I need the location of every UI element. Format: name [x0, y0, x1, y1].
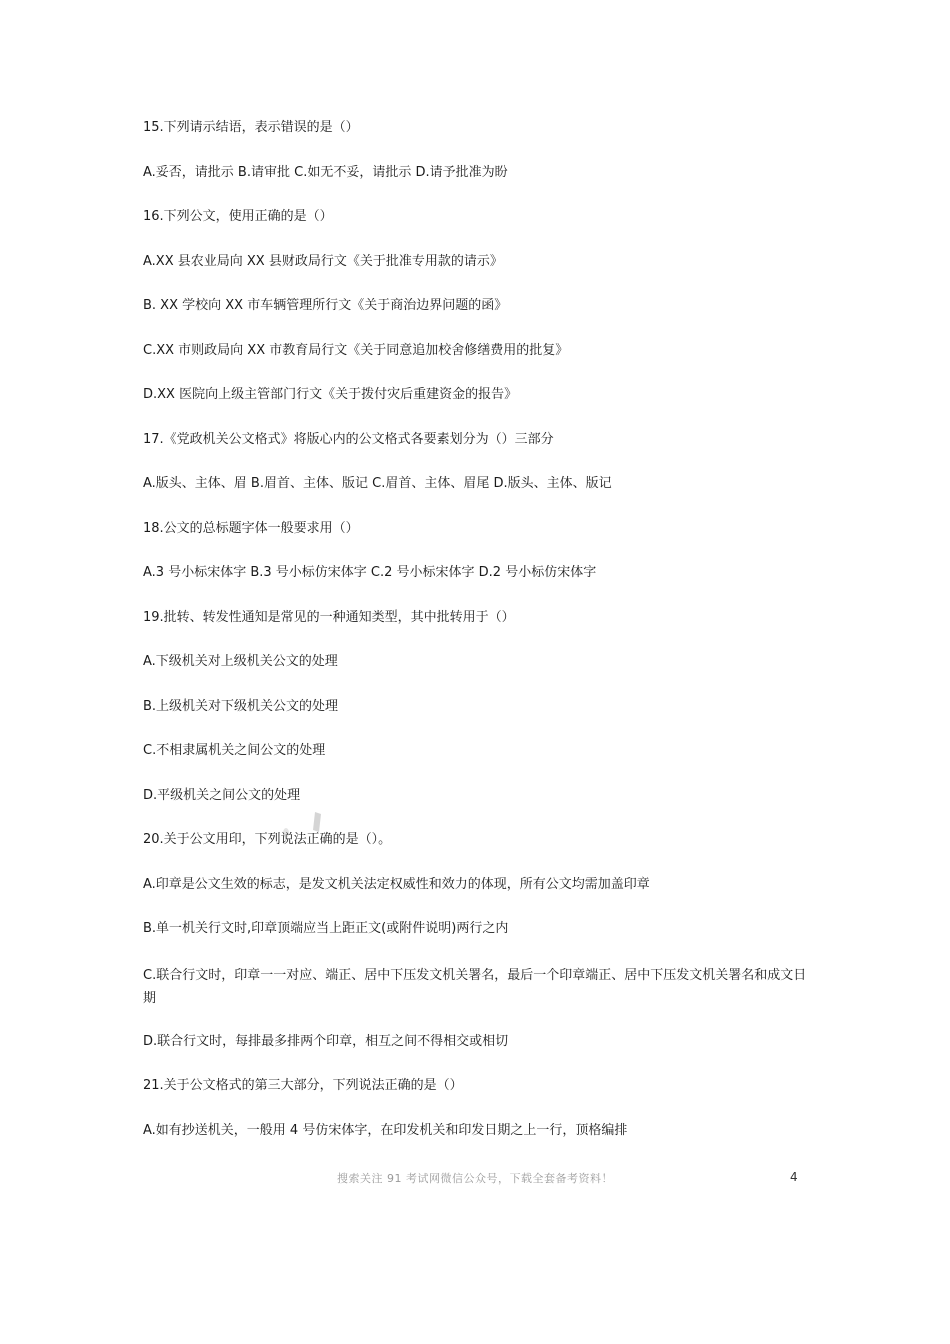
question-20-option-d: D.联合行文时，每排最多排两个印章，相互之间不得相交或相切 [143, 1033, 509, 1049]
question-16-option-d: D.XX 医院向上级主管部门行文《关于拨付灾后重建资金的报告》 [143, 387, 518, 402]
question-19-option-c: C.不相隶属机关之间公文的处理 [143, 743, 326, 758]
question-18: 18.公文的总标题字体一般要求用（） [143, 520, 359, 536]
question-18-options: A.3 号小标宋体字 B.3 号小标仿宋体字 C.2 号小标宋体字 D.2 号小标仿宋体字 [143, 565, 597, 580]
scan-smudge-icon [283, 828, 289, 838]
question-20-option-b: B.单一机关行文时,印章顶端应当上距正文(或附件说明)两行之内 [143, 921, 509, 936]
question-15-options: A.妥否，请批示 B.请审批 C.如无不妥，请批示 D.请予批准为盼 [143, 164, 508, 180]
question-17-options: A.版头、主体、眉 B.眉首、主体、版记 C.眉首、主体、眉尾 D.版头、主体、版记 [143, 476, 612, 491]
question-20: 20.关于公文用印，下列说法正确的是（）。 [143, 832, 392, 847]
question-15: 15.下列请示结语，表示错误的是（） [143, 120, 359, 135]
question-16-option-c: C.XX 市则政局向 XX 市教育局行文《关于同意追加校舍修缮费用的批复》 [143, 342, 569, 358]
question-21-option-a: A.如有抄送机关，一般用 4 号仿宋体字，在印发机关和印发日期之上一行，顶格编排 [143, 1122, 628, 1138]
question-16-option-b: B. XX 学校向 XX 市车辆管理所行文《关于商治边界问题的函》 [143, 298, 508, 313]
scan-artifact-icon [313, 812, 323, 832]
question-list [143, 118, 813, 1165]
question-20-option-c: C.联合行文时，印章一一对应、端正、居中下压发文机关署名，最后一个印章端正、居中下压发文机关署名和成文日期 [143, 967, 807, 1006]
page-number: 4 [790, 1170, 798, 1184]
question-19-option-d: D.平级机关之间公文的处理 [143, 787, 301, 803]
question-19: 19.批转、转发性通知是常见的一种通知类型，其中批转用于（） [143, 609, 515, 625]
question-21: 21.关于公文格式的第三大部分，下列说法正确的是（） [143, 1078, 463, 1093]
question-16-option-a: A.XX 县农业局向 XX 县财政局行文《关于批准专用款的请示》 [143, 253, 503, 269]
question-19-option-b: B.上级机关对下级机关公文的处理 [143, 698, 339, 714]
footer-note: 搜索关注 91 考试网微信公众号，下载全套备考资料！ [337, 1172, 613, 1185]
question-20-option-a: A.印章是公文生效的标志，是发文机关法定权威性和效力的体现，所有公文均需加盖印章 [143, 876, 650, 892]
question-16: 16.下列公文，使用正确的是（） [143, 209, 333, 224]
question-17: 17.《党政机关公文格式》将版心内的公文格式各要素划分为（）三部分 [143, 431, 554, 447]
question-19-option-a: A.下级机关对上级机关公文的处理 [143, 654, 338, 669]
